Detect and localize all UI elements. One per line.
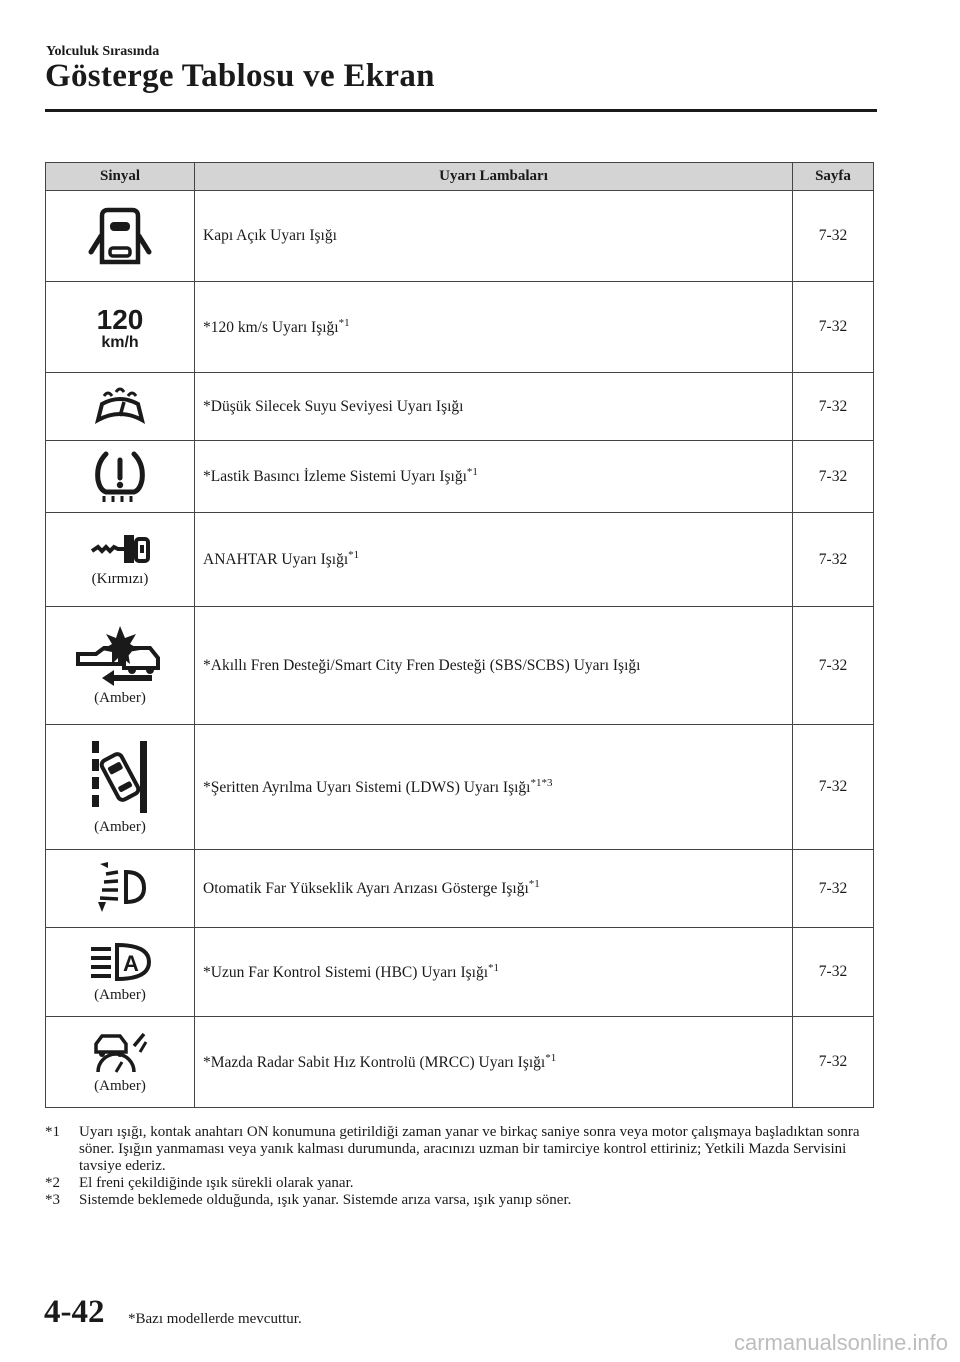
svg-text:120: 120 bbox=[96, 304, 144, 335]
footnote-ref: *1 bbox=[348, 549, 360, 562]
footnote bbox=[45, 1175, 875, 1192]
table-header-row bbox=[46, 163, 874, 191]
warning-light-cell bbox=[195, 1017, 793, 1108]
footnote-ref: *1 bbox=[338, 316, 350, 329]
warning-light-name: Kapı Açık Uyarı Işığı bbox=[203, 227, 337, 244]
page-title: Gösterge Tablosu ve Ekran bbox=[45, 58, 435, 94]
footnote-key: *2 bbox=[45, 1175, 60, 1191]
table-row bbox=[46, 513, 874, 607]
page-number: 4-42 bbox=[44, 1294, 105, 1330]
table-row bbox=[46, 282, 874, 373]
warning-light-cell bbox=[195, 282, 793, 373]
warning-light-cell bbox=[195, 850, 793, 928]
footnote-ref: *1 bbox=[466, 466, 478, 479]
page-ref: 7-32 bbox=[793, 850, 874, 928]
footnote bbox=[45, 1192, 875, 1209]
table-row bbox=[46, 928, 874, 1017]
warning-light-name: *Uzun Far Kontrol Sistemi (HBC) Uyarı Işığı bbox=[203, 964, 489, 982]
signal-cell bbox=[46, 282, 195, 373]
header-warning-lights: Uyarı Lambaları bbox=[195, 163, 793, 191]
signal-cell bbox=[46, 441, 195, 513]
header-page: Sayfa bbox=[793, 163, 874, 191]
signal-cell bbox=[46, 373, 195, 441]
header-signal: Sinyal bbox=[46, 163, 195, 191]
warning-lights-table bbox=[45, 162, 874, 1108]
color-note: (Amber) bbox=[94, 1077, 146, 1094]
smart-brake-icon bbox=[46, 624, 194, 686]
warning-light-name: *Lastik Basıncı İzleme Sistemi Uyarı Işığı bbox=[203, 468, 467, 486]
signal-cell bbox=[46, 191, 195, 282]
radar-cruise-icon bbox=[46, 1030, 194, 1074]
warning-light-cell bbox=[195, 373, 793, 441]
signal-cell bbox=[46, 1017, 195, 1108]
warning-light-cell bbox=[195, 725, 793, 850]
svg-text:A: A bbox=[123, 950, 139, 976]
color-note: (Amber) bbox=[94, 986, 146, 1003]
footnote-ref: *1 bbox=[545, 1051, 557, 1064]
page-ref: 7-32 bbox=[793, 1017, 874, 1108]
headlight-leveling-icon bbox=[46, 862, 194, 916]
page-ref: 7-32 bbox=[793, 191, 874, 282]
table-row bbox=[46, 725, 874, 850]
page-ref: 7-32 bbox=[793, 282, 874, 373]
page-ref: 7-32 bbox=[793, 513, 874, 607]
page-ref: 7-32 bbox=[793, 725, 874, 850]
warning-light-cell bbox=[195, 513, 793, 607]
tire-pressure-icon bbox=[46, 450, 194, 504]
key-icon bbox=[46, 531, 194, 567]
table-row bbox=[46, 191, 874, 282]
signal-cell bbox=[46, 607, 195, 725]
signal-cell bbox=[46, 850, 195, 928]
warning-light-name: *Düşük Silecek Suyu Seviyesi Uyarı Işığı bbox=[203, 397, 464, 415]
warning-light-name: ANAHTAR Uyarı Işığı bbox=[203, 551, 349, 569]
watermark: carmanualsonline.info bbox=[733, 1330, 948, 1355]
table-row bbox=[46, 441, 874, 513]
washer-fluid-icon bbox=[46, 386, 194, 428]
page-ref: 7-32 bbox=[793, 607, 874, 725]
page-ref: 7-32 bbox=[793, 441, 874, 513]
table-row bbox=[46, 607, 874, 725]
door-ajar-icon bbox=[46, 206, 194, 266]
signal-cell bbox=[46, 513, 195, 607]
footnote-text: Sistemde beklemede olduğunda, ışık yanar. Sistemde arıza varsa, ışık yanıp söner. bbox=[79, 1192, 572, 1208]
footnotes bbox=[45, 1124, 875, 1209]
footnote-ref: *1 bbox=[488, 961, 500, 974]
warning-light-name: *Akıllı Fren Desteği/Smart City Fren Desteği (SBS/SCBS) Uyarı Işığı bbox=[203, 656, 641, 674]
signal-cell bbox=[46, 725, 195, 850]
page-ref: 7-32 bbox=[793, 928, 874, 1017]
speed-120-icon bbox=[46, 303, 194, 351]
table-row bbox=[46, 373, 874, 441]
svg-text:km/h: km/h bbox=[101, 334, 139, 351]
footnote-key: *1 bbox=[45, 1124, 60, 1140]
page-ref: 7-32 bbox=[793, 373, 874, 441]
footnote-ref: *1*3 bbox=[530, 776, 553, 789]
footnote-ref: *1 bbox=[528, 878, 540, 891]
warning-light-name: Otomatik Far Yükseklik Ayarı Arızası Gösterge Işığı bbox=[203, 880, 529, 898]
warning-light-name: *120 km/s Uyarı Işığı bbox=[203, 319, 339, 337]
warning-light-cell bbox=[195, 191, 793, 282]
title-rule bbox=[45, 109, 877, 112]
table-row bbox=[46, 850, 874, 928]
high-beam-control-icon bbox=[46, 941, 194, 983]
warning-light-name: *Mazda Radar Sabit Hız Kontrolü (MRCC) Uyarı Işığı bbox=[203, 1054, 546, 1072]
signal-cell bbox=[46, 928, 195, 1017]
lane-departure-icon bbox=[46, 739, 194, 815]
section-label: Yolculuk Sırasında bbox=[46, 44, 160, 59]
warning-light-cell bbox=[195, 441, 793, 513]
availability-note: *Bazı modellerde mevcuttur. bbox=[128, 1311, 302, 1327]
warning-light-name: *Şeritten Ayrılma Uyarı Sistemi (LDWS) Uyarı Işığı bbox=[203, 779, 531, 797]
warning-light-cell bbox=[195, 607, 793, 725]
footnote-key: *3 bbox=[45, 1192, 60, 1208]
color-note: (Amber) bbox=[94, 818, 146, 835]
footnote-text: El freni çekildiğinde ışık sürekli olarak yanar. bbox=[79, 1175, 354, 1191]
color-note: (Kırmızı) bbox=[91, 571, 149, 587]
color-note: (Amber) bbox=[94, 690, 146, 706]
footnote bbox=[45, 1124, 875, 1175]
table-row bbox=[46, 1017, 874, 1108]
warning-light-cell bbox=[195, 928, 793, 1017]
footnote-text: Uyarı ışığı, kontak anahtarı ON konumuna getirildiği zaman yanar ve birkaç saniye sonra veya motor çalışmaya başladıktan sonra söner. Işığın yanmaması veya yanık kalması durumunda, aracınızı uzman bir tamirciye kontrol ettiriniz; Yetkili Mazda Servisini tavsiye ederiz. bbox=[79, 1124, 860, 1174]
